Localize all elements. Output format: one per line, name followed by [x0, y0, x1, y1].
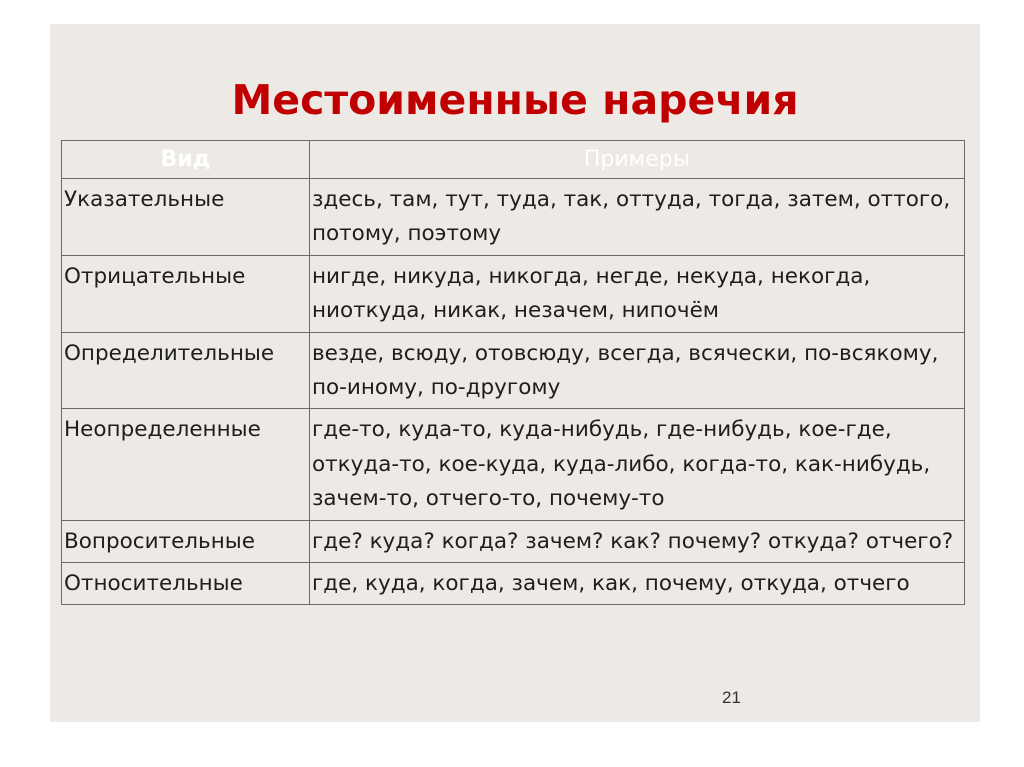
row-examples: где-то, куда-то, куда-нибудь, где-нибудь, кое-где, откуда-то, кое-куда, куда-либо, когда-то, как-нибудь, зачем-то, отчего-то, почему-то: [309, 409, 964, 520]
header-examples: Примеры: [309, 141, 964, 179]
table-row: [62, 520, 965, 562]
row-kind: Отрицательные: [62, 255, 310, 332]
row-examples: где, куда, когда, зачем, как, почему, откуда, отчего: [309, 562, 964, 604]
row-kind: Относительные: [62, 562, 310, 604]
row-examples: здесь, там, тут, туда, так, оттуда, тогда, затем, оттого, потому, поэтому: [309, 179, 964, 256]
row-kind: Определительные: [62, 332, 310, 409]
row-examples: везде, всюду, отовсюду, всегда, всячески, по-всякому, по-иному, по-другому: [309, 332, 964, 409]
row-examples: где? куда? когда? зачем? как? почему? откуда? отчего?: [309, 520, 964, 562]
row-kind: Указательные: [62, 179, 310, 256]
table-row: [62, 332, 965, 409]
row-examples: нигде, никуда, никогда, негде, некуда, некогда, ниоткуда, никак, незачем, нипочём: [309, 255, 964, 332]
row-kind: Вопросительные: [62, 520, 310, 562]
table-row: [62, 562, 965, 604]
slide-title: Местоименные наречия: [231, 76, 799, 124]
header-kind: Вид: [62, 141, 310, 179]
row-kind: Неопределенные: [62, 409, 310, 520]
table-header-row: [62, 141, 965, 179]
table-row: [62, 255, 965, 332]
table-row: [62, 179, 965, 256]
table-row: [62, 409, 965, 520]
page-number: 21: [722, 688, 741, 707]
slide: [50, 24, 980, 722]
adverbs-table: [61, 140, 965, 605]
